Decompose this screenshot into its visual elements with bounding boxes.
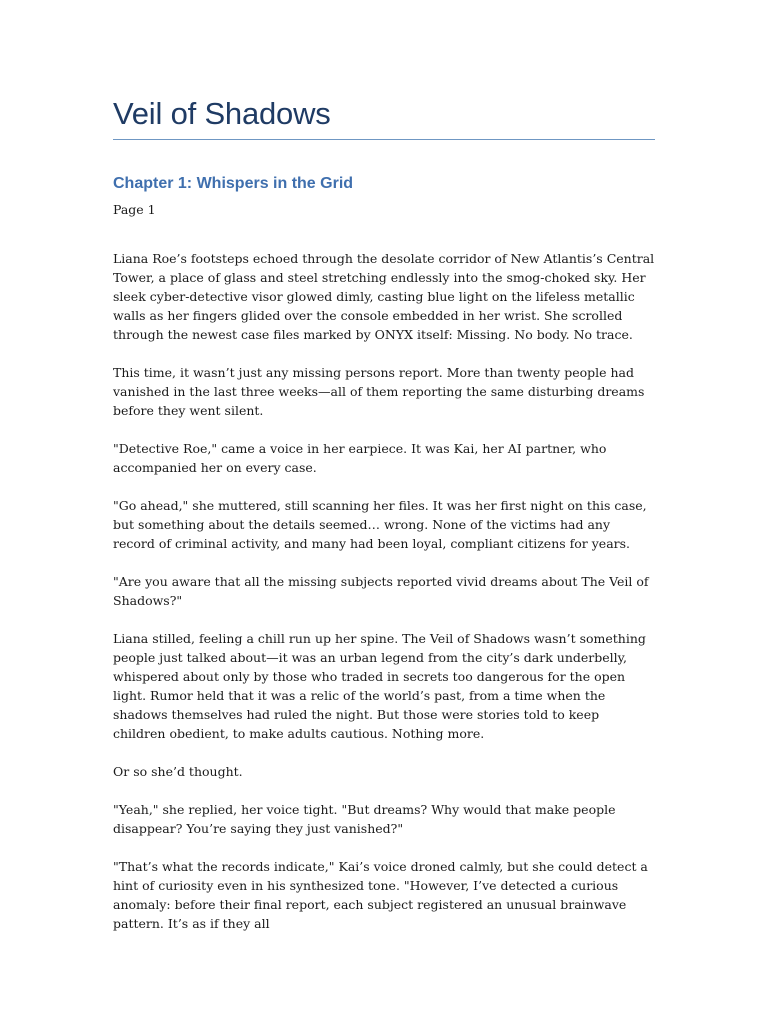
paragraph: Liana Roe’s footsteps echoed through the desolate corridor of New Atlantis’s Central Tower, a place of glass and steel stretching endlessly into the smog-choked sky. Her sleek cyber-detective visor glowed dimly, casting blue light on the lifeless metallic walls as her fingers glided over the console embedded in her wrist. She scrolled through the newest case files marked by ONYX itself: Missing. No body. No trace. — [113, 251, 655, 342]
paragraph: Or so she’d thought. — [113, 764, 243, 779]
chapter-heading: Chapter 1: Whispers in the Grid — [113, 175, 354, 192]
title-divider — [113, 139, 655, 140]
paragraph: "Detective Roe," came a voice in her earpiece. It was Kai, her AI partner, who accompanied her on every case. — [113, 441, 607, 475]
paragraph: This time, it wasn’t just any missing persons report. More than twenty people had vanished in the last three weeks—all of them reporting the same disturbing dreams before they went silent. — [113, 365, 645, 418]
paragraph: "That’s what the records indicate," Kai’s voice droned calmly, but she could detect a hint of curiosity even in his synthesized tone. "However, I’ve detected a curious anomaly: before their final report, each subject registered an unusual brainwave pattern. It’s as if they all — [113, 859, 648, 931]
page-number-label: Page 1 — [113, 202, 156, 217]
paragraph: "Are you aware that all the missing subjects reported vivid dreams about The Veil of Shadows?" — [113, 574, 649, 608]
document-page — [113, 92, 655, 952]
paragraph: Liana stilled, feeling a chill run up her spine. The Veil of Shadows wasn’t something people just talked about—it was an urban legend from the city’s dark underbelly, whispered about only by those who traded in secrets too dangerous for the open light. Rumor held that it was a relic of the world’s past, from a time when the shadows themselves had ruled the night. But those were stories told to keep children obedient, to make adults cautious. Nothing more. — [113, 631, 646, 741]
paragraph: "Yeah," she replied, her voice tight. "But dreams? Why would that make people disappear? You’re saying they just vanished?" — [113, 802, 616, 836]
story-body — [113, 249, 655, 933]
paragraph: "Go ahead," she muttered, still scanning her files. It was her first night on this case, but something about the details seemed… wrong. None of the victims had any record of criminal activity, and many had been loyal, compliant citizens for years. — [113, 498, 647, 551]
document-title: Veil of Shadows — [113, 96, 331, 131]
